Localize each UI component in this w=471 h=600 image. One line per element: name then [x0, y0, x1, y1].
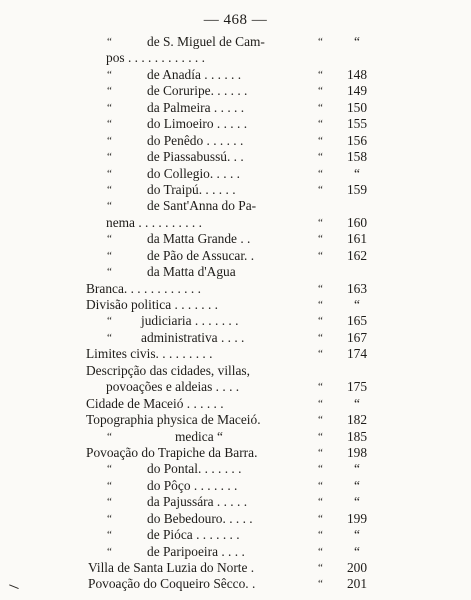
ditto-mark: “ — [107, 479, 112, 492]
entry-title: medica “ — [175, 428, 223, 444]
index-row — [0, 346, 471, 362]
ditto-column: “ — [318, 397, 323, 410]
ditto-mark: “ — [107, 85, 112, 98]
ditto-mark: “ — [107, 167, 112, 180]
ditto-column: “ — [318, 496, 323, 509]
entry-title: do Limoeiro . . . . . — [147, 116, 248, 132]
entry-title: do Pontal. . . . . . . — [147, 461, 242, 477]
index-row — [0, 215, 471, 231]
ditto-mark: “ — [107, 463, 112, 476]
ditto-mark: “ — [107, 266, 112, 279]
entry-title: do Collegio. . . . . — [147, 165, 240, 181]
index-row — [0, 445, 471, 461]
entry-title: da Matta Grande . . — [147, 231, 251, 247]
page-reference: “ — [354, 494, 360, 510]
entry-title: nema . . . . . . . . . . — [106, 214, 202, 230]
entry-title: da Matta d'Agua — [147, 264, 236, 280]
ditto-mark: “ — [107, 430, 112, 443]
ditto-column: “ — [318, 167, 323, 180]
index-row — [0, 363, 471, 379]
entry-title: da Palmeira . . . . . — [147, 99, 245, 115]
index-row — [0, 133, 471, 149]
index-row — [0, 412, 471, 428]
ditto-mark: “ — [107, 183, 112, 196]
index-row — [0, 313, 471, 329]
ditto-column: “ — [318, 545, 323, 558]
ditto-mark: “ — [107, 529, 112, 542]
index-row — [0, 478, 471, 494]
entry-title: Villa de Santa Luzia do Norte . — [88, 560, 255, 575]
ditto-column: “ — [318, 183, 323, 196]
page-number: — 468 — — [203, 12, 268, 28]
ditto-column: “ — [318, 578, 323, 591]
ditto-column: “ — [318, 430, 323, 443]
page-reference: 156 — [346, 132, 368, 148]
ditto-mark: “ — [107, 233, 112, 246]
entry-title: da Pajussára . . . . . — [147, 494, 248, 510]
page-reference: “ — [354, 461, 360, 477]
page-reference: 174 — [346, 346, 368, 362]
page-reference: “ — [354, 395, 360, 411]
page-reference: 167 — [346, 329, 368, 345]
ditto-column: “ — [318, 101, 323, 114]
page-reference: “ — [354, 543, 360, 559]
entry-title: do Bebedouro. . . . . — [147, 510, 253, 526]
ditto-column: “ — [318, 331, 323, 344]
page-reference: 165 — [346, 313, 368, 329]
ditto-column: “ — [318, 282, 323, 295]
page-reference: “ — [354, 165, 360, 181]
ditto-column: “ — [318, 118, 323, 131]
page-reference: 201 — [346, 576, 368, 592]
entry-title: de Pão de Assucar. . — [147, 247, 255, 263]
entry-title: do Pôço . . . . . . . — [147, 477, 238, 493]
entry-title: Topographia physica de Maceió. — [86, 412, 261, 428]
index-row — [0, 429, 471, 445]
index-row — [0, 182, 471, 198]
index-row — [0, 116, 471, 132]
ditto-column: “ — [318, 562, 323, 574]
index-row — [0, 248, 471, 264]
ditto-column: “ — [318, 233, 323, 246]
ditto-mark: “ — [107, 315, 112, 328]
ditto-column: “ — [318, 151, 323, 164]
index-row — [0, 560, 471, 576]
ditto-column: “ — [318, 134, 323, 147]
entry-title: Limites civis. . . . . . . . . — [86, 346, 213, 362]
page-reference: 200 — [346, 560, 368, 575]
ditto-mark: “ — [107, 331, 112, 344]
index-row — [0, 166, 471, 182]
ditto-column: “ — [318, 85, 323, 98]
ditto-mark: “ — [107, 512, 112, 525]
ditto-column: “ — [318, 36, 323, 48]
ditto-mark: “ — [107, 134, 112, 147]
index-row — [0, 544, 471, 560]
index-row — [0, 264, 471, 280]
ditto-column: “ — [318, 216, 323, 229]
page-reference: “ — [354, 34, 360, 49]
entry-title: do Penêdo . . . . . . — [147, 132, 244, 148]
entry-title: Povoação do Trapiche da Barra. — [86, 444, 258, 460]
page-reference: 199 — [346, 510, 368, 526]
ditto-column: “ — [318, 68, 323, 81]
page-reference: 160 — [346, 214, 368, 230]
ditto-column: “ — [318, 348, 323, 361]
page-reference: 162 — [346, 247, 368, 263]
ditto-mark: “ — [107, 249, 112, 262]
index-row — [0, 281, 471, 297]
page-reference: 161 — [346, 231, 368, 247]
ditto-column: “ — [318, 479, 323, 492]
index-row — [0, 330, 471, 346]
ditto-mark: “ — [107, 36, 112, 48]
ditto-column: “ — [318, 529, 323, 542]
ditto-mark: “ — [107, 496, 112, 509]
index-row — [0, 297, 471, 313]
ditto-mark: “ — [107, 68, 112, 81]
ditto-column: “ — [318, 463, 323, 476]
page-reference: 148 — [346, 66, 368, 82]
ditto-mark: “ — [107, 101, 112, 114]
index-row — [0, 461, 471, 477]
page-reference: 182 — [346, 412, 368, 428]
index-entries — [0, 34, 471, 593]
index-row — [0, 511, 471, 527]
entry-title: Divisão politica . . . . . . . — [86, 297, 219, 312]
index-row — [0, 231, 471, 247]
ditto-column: “ — [318, 446, 323, 459]
page-reference: 163 — [346, 280, 368, 296]
ditto-column: “ — [318, 299, 323, 311]
page-reference: 198 — [346, 444, 368, 460]
index-row — [0, 379, 471, 395]
ditto-column: “ — [318, 249, 323, 262]
entry-title: de Paripoeira . . . . — [147, 543, 245, 559]
entry-title: de Sant'Anna do Pa- — [147, 198, 257, 214]
page-reference: 159 — [346, 181, 368, 197]
entry-title: povoações e aldeias . . . . — [106, 379, 240, 395]
page-reference: “ — [354, 297, 360, 312]
page-reference: 185 — [346, 428, 368, 444]
index-row — [0, 34, 471, 50]
entry-title: do Traipú. . . . . . — [147, 181, 236, 197]
page-reference: 175 — [346, 379, 368, 395]
ditto-column: “ — [318, 381, 323, 394]
index-row — [0, 527, 471, 543]
index-row — [0, 149, 471, 165]
entry-title: Descripção das cidades, villas, — [86, 362, 250, 378]
entry-title: judiciaria . . . . . . . — [141, 313, 239, 329]
page-reference: 149 — [346, 83, 368, 99]
page-reference: “ — [354, 477, 360, 493]
page-reference: 158 — [346, 149, 368, 165]
ditto-mark: “ — [107, 118, 112, 131]
ditto-column: “ — [318, 315, 323, 328]
ditto-mark: “ — [107, 545, 112, 558]
index-row — [0, 100, 471, 116]
page-reference: “ — [354, 527, 360, 543]
entry-title: de Pióca . . . . . . . — [147, 527, 240, 543]
entry-title: Povoação do Coqueiro Sêcco. . — [88, 576, 256, 592]
entry-title: pos . . . . . . . . . . . . — [106, 50, 205, 66]
index-row — [0, 83, 471, 99]
index-row — [0, 50, 471, 66]
ditto-mark: “ — [107, 200, 112, 213]
entry-title: de Anadía . . . . . . — [147, 66, 242, 82]
index-row — [0, 198, 471, 214]
entry-title: de Piassabussú. . . — [147, 149, 244, 165]
index-row — [0, 67, 471, 83]
entry-title: Branca. . . . . . . . . . . . — [86, 280, 201, 296]
index-row — [0, 494, 471, 510]
ditto-column: “ — [318, 512, 323, 525]
entry-title: de S. Miguel de Cam- — [147, 34, 265, 49]
page-reference: 155 — [346, 116, 368, 132]
entry-title: administrativa . . . . — [141, 329, 245, 345]
entry-title: Cidade de Maceió . . . . . . — [86, 395, 224, 411]
ditto-mark: “ — [107, 151, 112, 164]
entry-title: de Coruripe. . . . . . — [147, 83, 248, 99]
page-reference: 150 — [346, 99, 368, 115]
index-row — [0, 576, 471, 592]
index-row — [0, 396, 471, 412]
ditto-column: “ — [318, 414, 323, 427]
